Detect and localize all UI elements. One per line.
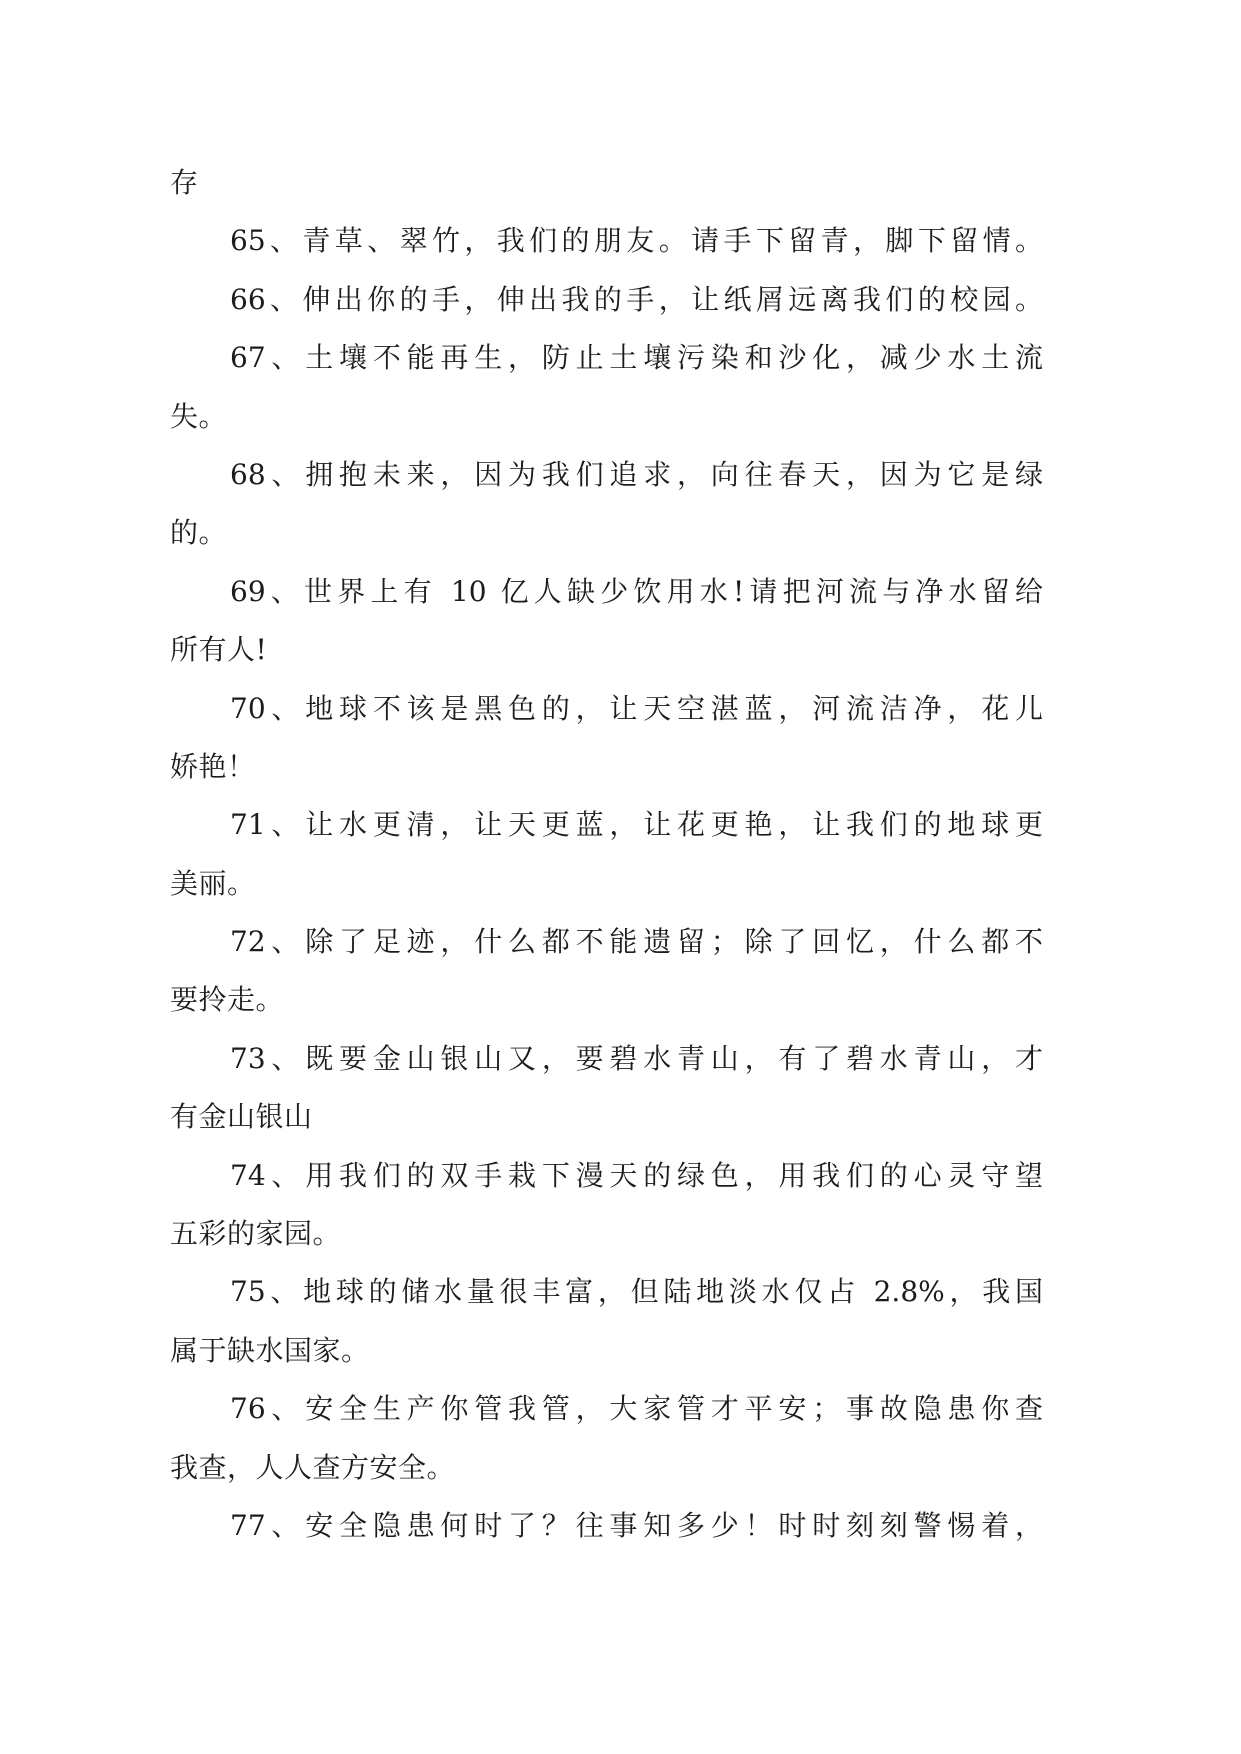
paragraph-item-77 bbox=[170, 1497, 1043, 1555]
paragraph-item-71 bbox=[170, 796, 1043, 913]
text-line: 72、除了足迹，什么都不能遗留；除了回忆，什么都不 bbox=[230, 925, 1043, 959]
text-line: 71、让水更清，让天更蓝，让花更艳，让我们的地球更 bbox=[230, 808, 1043, 842]
text-line: 74、用我们的双手栽下漫天的绿色，用我们的心灵守望 bbox=[230, 1158, 1043, 1192]
paragraph-item-67 bbox=[170, 329, 1043, 446]
paragraph-item-75 bbox=[170, 1263, 1043, 1380]
text-line: 73、既要金山银山又，要碧水青山，有了碧水青山，才 bbox=[230, 1041, 1043, 1075]
text-line: 65、青草、翠竹，我们的朋友。请手下留青，脚下留情。 bbox=[230, 224, 1043, 258]
paragraph-item-70 bbox=[170, 680, 1043, 797]
paragraph-item-72 bbox=[170, 913, 1043, 1030]
text-line: 五彩的家园。 bbox=[170, 1217, 342, 1251]
paragraph-item-76 bbox=[170, 1380, 1043, 1497]
text-line: 我查，人人查方安全。 bbox=[170, 1450, 456, 1484]
text-line: 娇艳！ bbox=[170, 749, 256, 783]
text-line: 77、安全隐患何时了？往事知多少！时时刻刻警惕着， bbox=[230, 1508, 1043, 1542]
paragraph-item-65 bbox=[170, 212, 1043, 270]
paragraph-continuation bbox=[170, 154, 1043, 212]
text-line: 75、地球的储水量很丰富，但陆地淡水仅占 2.8%，我国 bbox=[230, 1275, 1043, 1309]
text-line: 美丽。 bbox=[170, 866, 256, 900]
paragraph-item-69 bbox=[170, 563, 1043, 680]
document-body bbox=[170, 154, 1043, 1555]
text-line: 70、地球不该是黑色的，让天空湛蓝，河流洁净，花儿 bbox=[230, 691, 1043, 725]
paragraph-item-73 bbox=[170, 1030, 1043, 1147]
text-line: 所有人! bbox=[170, 633, 268, 667]
text-line: 要拎走。 bbox=[170, 983, 285, 1017]
paragraph-item-68 bbox=[170, 446, 1043, 563]
text-line: 属于缺水国家。 bbox=[170, 1333, 370, 1367]
text-line: 76、安全生产你管我管，大家管才平安；事故隐患你查 bbox=[230, 1392, 1043, 1426]
text-line: 存 bbox=[170, 166, 199, 199]
text-line: 69、世界上有 10 亿人缺少饮用水!请把河流与净水留给 bbox=[230, 574, 1043, 608]
paragraph-item-74 bbox=[170, 1147, 1043, 1264]
paragraph-item-66 bbox=[170, 271, 1043, 329]
text-line: 66、伸出你的手，伸出我的手，让纸屑远离我们的校园。 bbox=[230, 282, 1043, 316]
text-line: 的。 bbox=[170, 516, 228, 550]
text-line: 失。 bbox=[170, 399, 228, 433]
text-line: 67、土壤不能再生，防止土壤污染和沙化，减少水土流 bbox=[230, 341, 1043, 375]
text-line: 有金山银山 bbox=[170, 1100, 313, 1134]
text-line: 68、拥抱未来，因为我们追求，向往春天，因为它是绿 bbox=[230, 457, 1043, 491]
